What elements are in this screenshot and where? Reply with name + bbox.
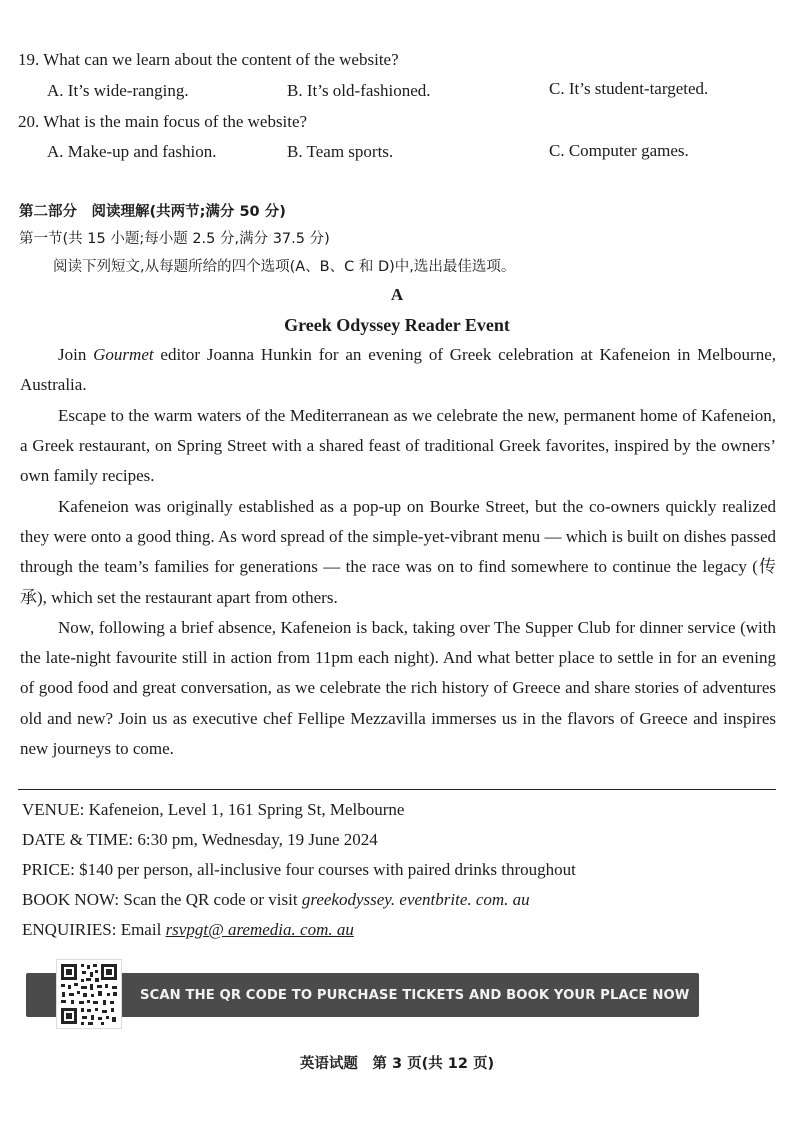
paragraph-2 (20, 401, 776, 492)
question-19 (18, 49, 399, 71)
option-19-c: C. It’s student-targeted. (549, 79, 709, 98)
option-20-b: B. Team sports. (287, 142, 394, 161)
enquiries-label: ENQUIRIES: (22, 920, 117, 939)
option-20-a: A. Make-up and fashion. (47, 142, 217, 161)
book-label: BOOK NOW: (22, 890, 120, 909)
email-link[interactable]: rsvpgt@ aremedia. com. au (165, 920, 354, 939)
paragraph-3-text: Kafeneion was originally established as a pop-up on Bourke Street, but the co-owners quickly realized they were onto a good thing. As word spread of the simple-yet-vibrant menu — which is built on dishes passed through the team’s families for generations — the race was on to find somewhere to continue the legacy (传承), which set the restaurant apart from others. (20, 497, 776, 607)
date-line (22, 829, 378, 851)
magazine-name: Gourmet (93, 345, 154, 364)
paragraph-2-text: Escape to the warm waters of the Mediterranean as we celebrate the new, permanent home of Kafeneion, a Greek restaurant, on Spring Street with a shared feast of traditional Greek favorites, inspired by the owners’ own family recipes. (20, 406, 776, 486)
venue-line (22, 799, 404, 821)
banner-text: SCAN THE QR CODE TO PURCHASE TICKETS AND BOOK YOUR PLACE NOW (140, 988, 690, 1003)
passage-letter: A (390, 285, 404, 304)
venue-label: VENUE: (22, 800, 85, 819)
paragraph-4-text: Now, following a brief absence, Kafeneion is back, taking over The Supper Club for dinner service (with the late-night favourite still in action from 11pm each night). And what better place to settle in for an evening of good food and great conversation, as we celebrate the rich history of Greece and share stories of adventures old and new? Join us as executive chef Fellipe Mezzavilla immerses us in the flavors of Greece and inspires new journeys to come. (20, 618, 776, 758)
option-20-c: C. Computer games. (549, 141, 689, 160)
paragraph-1-rest: editor Joanna Hunkin for an evening of Greek celebration at Kafeneion in Melbourne, Australia. (20, 345, 777, 395)
option-19-a: A. It’s wide-ranging. (47, 81, 189, 100)
question-number: 19. (18, 50, 40, 69)
question-20 (18, 111, 307, 133)
paragraph-3 (20, 492, 776, 613)
venue-value: Kafeneion, Level 1, 161 Spring St, Melbourne (88, 800, 405, 819)
paragraph-1-start: Join (58, 345, 94, 364)
enquiries-text: Email (120, 920, 162, 939)
book-line (22, 889, 530, 911)
page-footer: 英语试题 第 3 页(共 12 页) (299, 1056, 495, 1072)
section-instruction: 阅读下列短文,从每题所给的四个选项(A、B、C 和 D)中,选出最佳选项。 (53, 259, 516, 275)
paragraph-1 (20, 340, 776, 400)
paragraph-4 (20, 613, 776, 764)
qr-code[interactable] (56, 959, 122, 1029)
price-value: $140 per person, all-inclusive four courses with paired drinks throughout (79, 860, 576, 879)
question-text: What can we learn about the content of the website? (43, 50, 399, 69)
question-text: What is the main focus of the website? (43, 112, 308, 131)
price-line (22, 859, 576, 881)
date-value: 6:30 pm, Wednesday, 19 June 2024 (137, 830, 378, 849)
enquiries-line (22, 919, 354, 941)
option-19-b: B. It’s old-fashioned. (287, 81, 431, 100)
passage-title: Greek Odyssey Reader Event (284, 315, 510, 335)
booking-link[interactable]: greekodyssey. eventbrite. com. au (301, 890, 530, 909)
date-label: DATE & TIME: (22, 830, 134, 849)
section-heading: 第二部分 阅读理解(共两节;满分 50 分) (19, 204, 286, 220)
price-label: PRICE: (22, 860, 75, 879)
book-text: Scan the QR code or visit (123, 890, 298, 909)
qr-code-icon (57, 960, 121, 1028)
section-subheading: 第一节(共 15 小题;每小题 2.5 分,满分 37.5 分) (19, 231, 330, 247)
divider (18, 789, 776, 790)
question-number: 20. (18, 112, 40, 131)
